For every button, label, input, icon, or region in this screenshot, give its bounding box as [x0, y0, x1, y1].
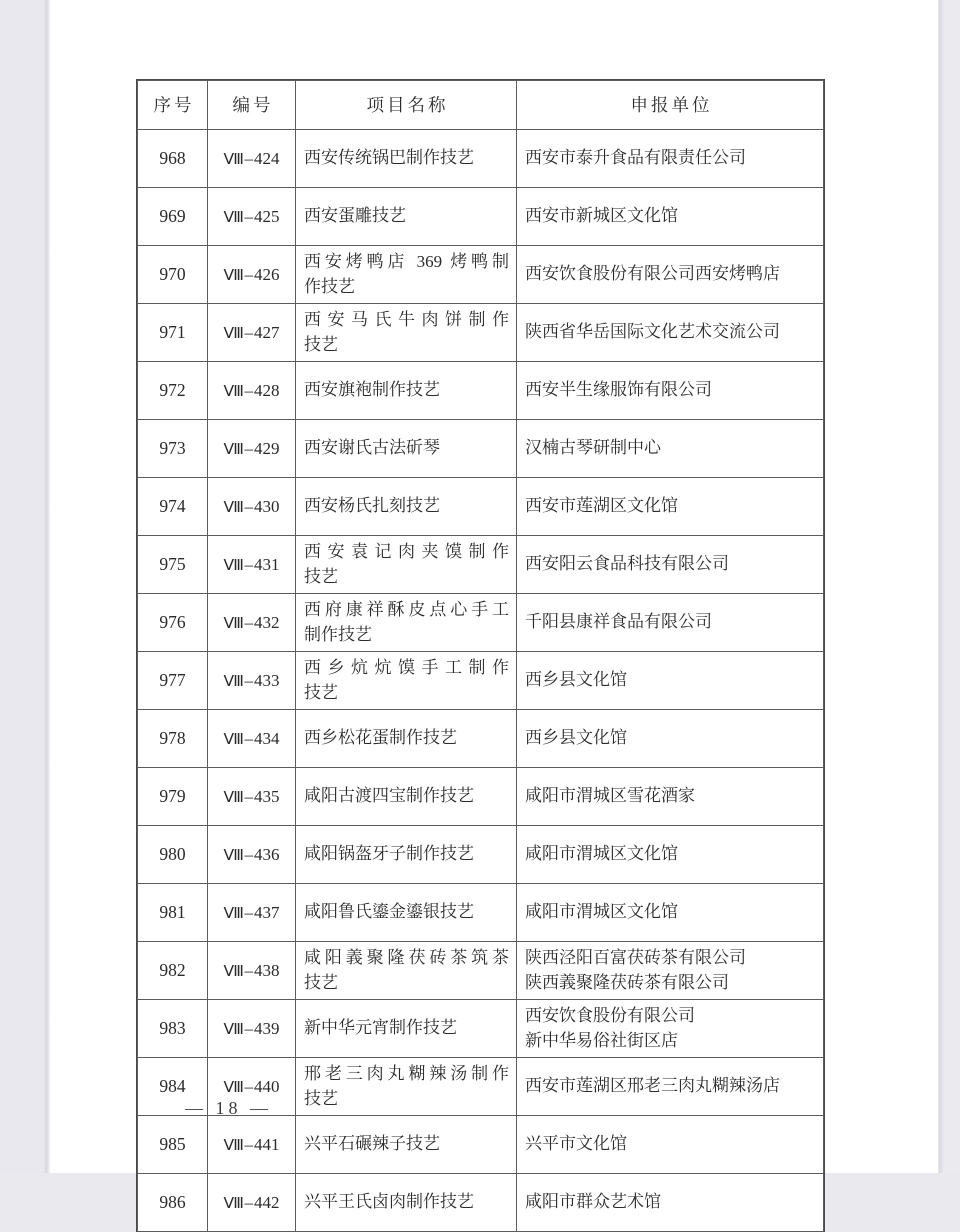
code-roman-numeral: Ⅷ [223, 903, 244, 922]
code-number: 425 [253, 206, 280, 226]
code-separator: – [244, 438, 253, 458]
cell-project-name [296, 710, 517, 768]
cell-sequence-number: 985 [138, 1116, 208, 1174]
applicant-unit-line-1: 西安市莲湖区邢老三肉丸糊辣汤店 [525, 1076, 780, 1096]
applicant-unit-line-2: 陕西義聚隆茯砖茶有限公司 [525, 972, 729, 992]
cell-sequence-number: 977 [138, 652, 208, 710]
cell-sequence-number: 982 [138, 942, 208, 1000]
table-row [138, 826, 824, 884]
code-number: 428 [253, 380, 280, 400]
applicant-unit-line-1: 西安饮食股份有限公司西安烤鸭店 [525, 264, 780, 284]
project-name-lines [304, 540, 509, 588]
cell-project-name [296, 594, 517, 652]
cell-sequence-number: 973 [138, 420, 208, 478]
cell-code [208, 188, 296, 246]
code-roman-numeral: Ⅷ [223, 729, 244, 748]
project-name-line-1: 邢老三肉丸糊辣汤制作 [304, 1064, 509, 1084]
table-body [138, 130, 824, 1232]
project-name-lines [304, 598, 509, 646]
applicant-unit-line-1: 咸阳市渭城区文化馆 [525, 844, 678, 864]
code-separator: – [244, 670, 253, 690]
cell-sequence-number: 979 [138, 768, 208, 826]
table-row [138, 188, 824, 246]
cell-applicant-unit [517, 884, 824, 942]
code-roman-numeral: Ⅷ [223, 265, 244, 284]
cell-sequence-number: 975 [138, 536, 208, 594]
applicant-unit-line-1: 西安饮食股份有限公司 [525, 1006, 695, 1026]
project-name-line-1: 西安蛋雕技艺 [304, 206, 406, 226]
cell-applicant-unit [517, 478, 824, 536]
cell-applicant-unit [517, 536, 824, 594]
table-row [138, 536, 824, 594]
project-name-line-1: 西乡炕炕馍手工制作 [304, 658, 509, 678]
project-name-line-1: 西府康祥酥皮点心手工 [304, 600, 509, 620]
code-number: 433 [253, 670, 280, 690]
code-separator: – [244, 844, 253, 864]
table-header-row [138, 81, 824, 130]
cell-sequence-number: 972 [138, 362, 208, 420]
table-row [138, 942, 824, 1000]
applicant-unit-line-1: 千阳县康祥食品有限公司 [525, 612, 712, 632]
applicant-unit-line-1: 咸阳市渭城区文化馆 [525, 902, 678, 922]
code-separator: – [244, 322, 253, 342]
project-name-line-1: 西安传统锅巴制作技艺 [304, 148, 474, 168]
applicant-unit-line-1: 陕西泾阳百富茯砖茶有限公司 [525, 948, 746, 968]
cell-applicant-unit [517, 130, 824, 188]
code-roman-numeral: Ⅷ [223, 845, 244, 864]
cell-code [208, 768, 296, 826]
code-number: 439 [253, 1018, 280, 1038]
cell-code [208, 362, 296, 420]
code-roman-numeral: Ⅷ [223, 497, 244, 516]
cell-applicant-unit [517, 1000, 824, 1058]
project-name-line-2: 技艺 [304, 334, 338, 354]
code-roman-numeral: Ⅷ [223, 671, 244, 690]
applicant-unit-line-1: 西安阳云食品科技有限公司 [525, 554, 729, 574]
applicant-unit-line-1: 陕西省华岳国际文化艺术交流公司 [525, 322, 780, 342]
code-number: 438 [253, 960, 280, 980]
code-roman-numeral: Ⅷ [223, 149, 244, 168]
cell-sequence-number: 970 [138, 246, 208, 304]
project-name-line-2: 技艺 [304, 682, 338, 702]
project-name-lines [304, 946, 509, 994]
cell-applicant-unit [517, 420, 824, 478]
code-separator: – [244, 1076, 253, 1096]
cell-applicant-unit [517, 246, 824, 304]
cell-code [208, 942, 296, 1000]
code-number: 424 [253, 148, 280, 168]
code-roman-numeral: Ⅷ [223, 1193, 244, 1212]
cell-applicant-unit [517, 362, 824, 420]
table-row [138, 1116, 824, 1174]
code-roman-numeral: Ⅷ [223, 1077, 244, 1096]
code-separator: – [244, 554, 253, 574]
code-separator: – [244, 206, 253, 226]
cell-project-name [296, 1174, 517, 1232]
code-roman-numeral: Ⅷ [223, 613, 244, 632]
code-roman-numeral: Ⅷ [223, 961, 244, 980]
code-roman-numeral: Ⅷ [223, 1135, 244, 1154]
cell-sequence-number: 984 [138, 1058, 208, 1116]
cell-applicant-unit [517, 594, 824, 652]
cell-project-name [296, 536, 517, 594]
code-roman-numeral: Ⅷ [223, 787, 244, 806]
code-separator: – [244, 786, 253, 806]
code-separator: – [244, 1192, 253, 1212]
table-row [138, 652, 824, 710]
cell-project-name [296, 826, 517, 884]
code-separator: – [244, 612, 253, 632]
cell-code [208, 246, 296, 304]
table-row [138, 478, 824, 536]
code-number: 440 [253, 1076, 280, 1096]
code-separator: – [244, 496, 253, 516]
code-number: 442 [253, 1192, 280, 1212]
cell-sequence-number: 986 [138, 1174, 208, 1232]
column-header-applicant-unit-label: 申报单位 [630, 94, 713, 115]
code-number: 432 [253, 612, 280, 632]
cell-sequence-number: 974 [138, 478, 208, 536]
table-header [138, 81, 824, 130]
table-row [138, 1000, 824, 1058]
cell-project-name [296, 304, 517, 362]
cell-project-name [296, 884, 517, 942]
cell-sequence-number: 980 [138, 826, 208, 884]
table-row [138, 304, 824, 362]
project-name-line-2: 技艺 [304, 972, 338, 992]
heritage-items-table [137, 80, 824, 1232]
project-name-line-1: 新中华元宵制作技艺 [304, 1018, 457, 1038]
applicant-unit-line-1: 兴平市文化馆 [525, 1134, 627, 1154]
cell-project-name [296, 942, 517, 1000]
table-row [138, 710, 824, 768]
project-name-line-1: 咸阳鲁氏鎏金鎏银技艺 [304, 902, 474, 922]
table-row [138, 1174, 824, 1232]
cell-code [208, 710, 296, 768]
cell-sequence-number: 971 [138, 304, 208, 362]
code-separator: – [244, 264, 253, 284]
code-roman-numeral: Ⅷ [223, 323, 244, 342]
project-name-lines [304, 308, 509, 356]
cell-code [208, 1000, 296, 1058]
code-separator: – [244, 148, 253, 168]
project-name-line-1: 兴平王氏卤肉制作技艺 [304, 1192, 474, 1212]
project-name-line-2: 作技艺 [304, 276, 355, 296]
code-number: 434 [253, 728, 280, 748]
code-roman-numeral: Ⅷ [223, 207, 244, 226]
code-separator: – [244, 1134, 253, 1154]
applicant-unit-line-1: 西乡县文化馆 [525, 670, 627, 690]
cell-code [208, 304, 296, 362]
code-roman-numeral: Ⅷ [223, 439, 244, 458]
page-footer [137, 1098, 823, 1119]
cell-applicant-unit [517, 188, 824, 246]
cell-project-name [296, 652, 517, 710]
code-separator: – [244, 902, 253, 922]
document-page [50, 0, 938, 1212]
applicant-unit-line-1: 西安市新城区文化馆 [525, 206, 678, 226]
cell-sequence-number: 969 [138, 188, 208, 246]
cell-applicant-unit [517, 826, 824, 884]
code-roman-numeral: Ⅷ [223, 555, 244, 574]
cell-applicant-unit [517, 304, 824, 362]
table-row [138, 768, 824, 826]
cell-applicant-unit [517, 1174, 824, 1232]
column-header-sequence-number [138, 81, 208, 130]
table-row [138, 130, 824, 188]
column-header-code-label: 编号 [232, 94, 274, 115]
code-number: 436 [253, 844, 280, 864]
code-roman-numeral: Ⅷ [223, 1019, 244, 1038]
cell-applicant-unit [517, 768, 824, 826]
code-separator: – [244, 380, 253, 400]
applicant-unit-line-1: 西安半生缘服饰有限公司 [525, 380, 712, 400]
project-name-line-2: 制作技艺 [304, 624, 372, 644]
table-row [138, 362, 824, 420]
cell-code [208, 826, 296, 884]
cell-project-name [296, 420, 517, 478]
code-number: 426 [253, 264, 280, 284]
cell-code [208, 594, 296, 652]
cell-code [208, 130, 296, 188]
project-name-line-2: 技艺 [304, 1088, 338, 1108]
code-number: 441 [253, 1134, 280, 1154]
cell-project-name [296, 768, 517, 826]
cell-project-name [296, 188, 517, 246]
applicant-unit-line-1: 咸阳市渭城区雪花酒家 [525, 786, 695, 806]
project-name-line-1: 西安杨氏扎刻技艺 [304, 496, 440, 516]
code-number: 435 [253, 786, 280, 806]
project-name-line-1: 兴平石碾辣子技艺 [304, 1134, 440, 1154]
applicant-unit-line-1: 西安市莲湖区文化馆 [525, 496, 678, 516]
cell-project-name [296, 362, 517, 420]
project-name-line-1: 西安马氏牛肉饼制作 [304, 310, 509, 330]
table-row [138, 246, 824, 304]
project-name-line-1: 咸阳義聚隆茯砖茶筑茶 [304, 948, 509, 968]
cell-code [208, 1174, 296, 1232]
applicant-unit-line-2: 新中华易俗社街区店 [525, 1030, 678, 1050]
applicant-unit-line-1: 西乡县文化馆 [525, 728, 627, 748]
code-number: 437 [253, 902, 280, 922]
cell-code [208, 420, 296, 478]
table-row [138, 884, 824, 942]
project-name-line-1: 西乡松花蛋制作技艺 [304, 728, 457, 748]
project-name-line-1: 咸阳古渡四宝制作技艺 [304, 786, 474, 806]
code-roman-numeral: Ⅷ [223, 381, 244, 400]
cell-sequence-number: 968 [138, 130, 208, 188]
cell-code [208, 652, 296, 710]
cell-code [208, 536, 296, 594]
cell-applicant-unit [517, 710, 824, 768]
code-number: 427 [253, 322, 280, 342]
column-header-applicant-unit [517, 81, 824, 130]
table-row [138, 420, 824, 478]
applicant-unit-line-1: 咸阳市群众艺术馆 [525, 1192, 661, 1212]
cell-project-name [296, 246, 517, 304]
cell-applicant-unit [517, 942, 824, 1000]
cell-project-name [296, 1116, 517, 1174]
cell-sequence-number: 983 [138, 1000, 208, 1058]
code-separator: – [244, 960, 253, 980]
applicant-unit-line-1: 西安市泰升食品有限责任公司 [525, 148, 746, 168]
project-name-lines [304, 656, 509, 704]
project-name-line-1: 西安烤鸭店 369 烤鸭制 [304, 252, 509, 272]
column-header-code [208, 81, 296, 130]
cell-applicant-unit [517, 652, 824, 710]
code-separator: – [244, 728, 253, 748]
cell-project-name [296, 478, 517, 536]
heritage-items-table-container [137, 80, 823, 1232]
project-name-line-1: 咸阳锅盔牙子制作技艺 [304, 844, 474, 864]
code-number: 431 [253, 554, 280, 574]
code-separator: – [244, 1018, 253, 1038]
cell-code [208, 478, 296, 536]
cell-sequence-number: 976 [138, 594, 208, 652]
column-header-sequence-number-label: 序号 [153, 94, 195, 115]
applicant-unit-line-1: 汉楠古琴研制中心 [525, 438, 661, 458]
column-header-project-name-label: 项目名称 [366, 94, 449, 115]
code-number: 429 [253, 438, 280, 458]
project-name-line-1: 西安谢氏古法斫琴 [304, 438, 440, 458]
project-name-line-1: 西安旗袍制作技艺 [304, 380, 440, 400]
cell-project-name [296, 130, 517, 188]
project-name-lines [304, 250, 509, 298]
table-row [138, 594, 824, 652]
cell-project-name [296, 1000, 517, 1058]
cell-sequence-number: 978 [138, 710, 208, 768]
column-header-project-name [296, 81, 517, 130]
project-name-line-2: 技艺 [304, 566, 338, 586]
code-number: 430 [253, 496, 280, 516]
project-name-line-1: 西安袁记肉夹馍制作 [304, 542, 509, 562]
page-number: — 18 — [185, 1098, 272, 1118]
cell-code [208, 884, 296, 942]
cell-sequence-number: 981 [138, 884, 208, 942]
cell-code [208, 1116, 296, 1174]
cell-applicant-unit [517, 1116, 824, 1174]
